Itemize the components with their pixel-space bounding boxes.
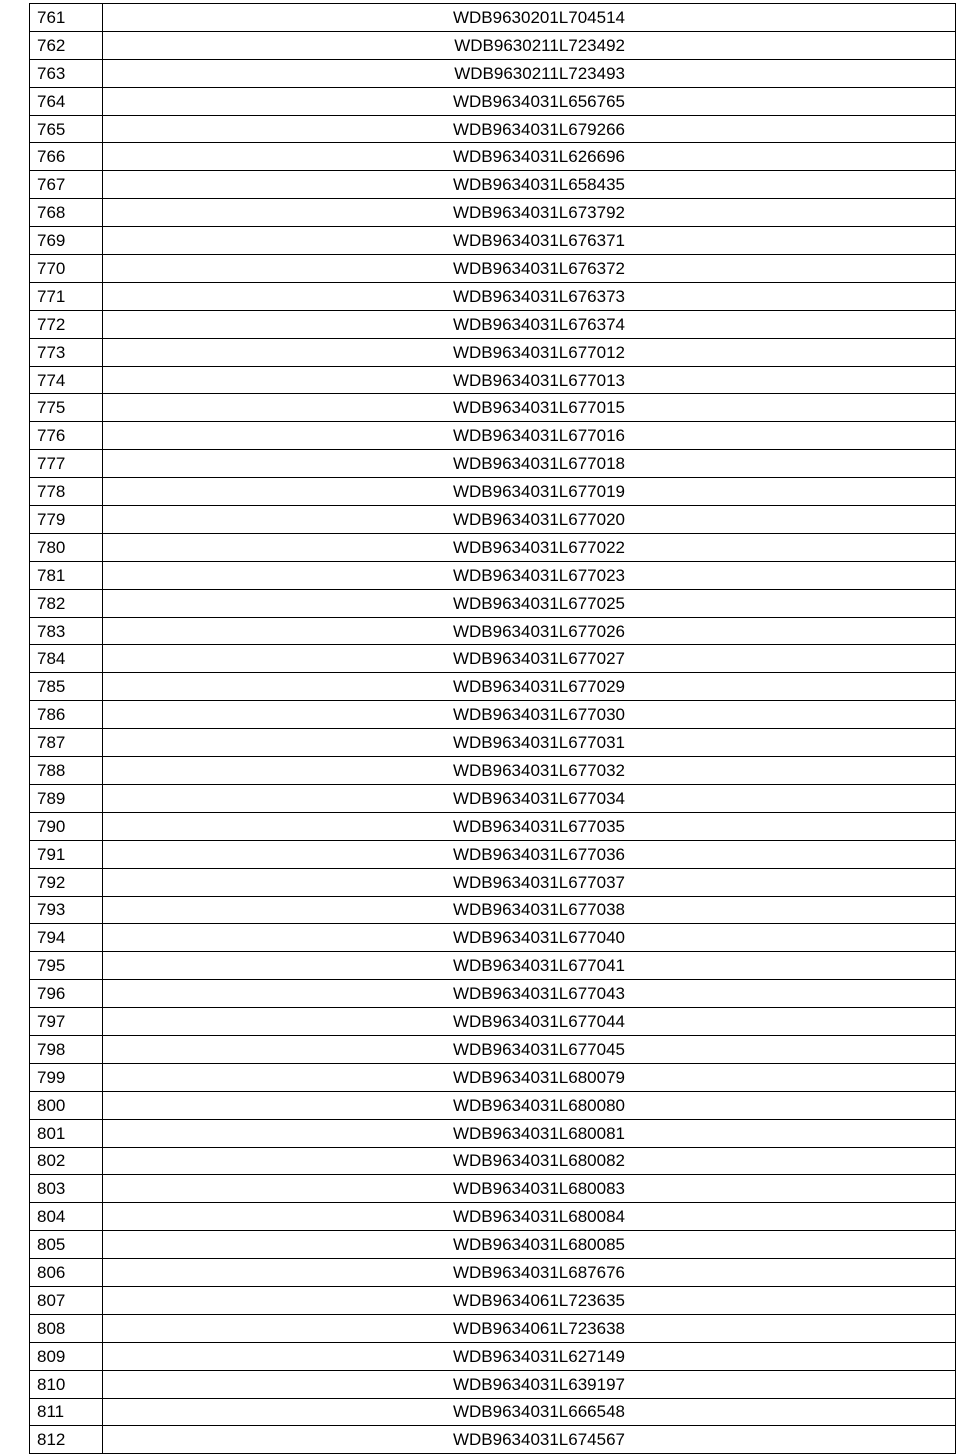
vin-code: WDB9634061L723638 [103,1314,956,1342]
vin-code: WDB9634031L677041 [103,952,956,980]
vin-code: WDB9634031L677018 [103,450,956,478]
vin-code: WDB9634031L677034 [103,784,956,812]
row-number: 800 [30,1091,103,1119]
table-row [30,812,956,840]
vin-code: WDB9634031L677029 [103,673,956,701]
row-number: 807 [30,1286,103,1314]
vin-code: WDB9634031L677013 [103,366,956,394]
table-row [30,533,956,561]
vin-code: WDB9634031L677035 [103,812,956,840]
row-number: 786 [30,701,103,729]
vin-code: WDB9634031L627149 [103,1342,956,1370]
table-row [30,868,956,896]
table-row [30,1231,956,1259]
row-number: 790 [30,812,103,840]
vin-code: WDB9634031L658435 [103,171,956,199]
vin-code: WDB9634031L677031 [103,729,956,757]
row-number: 794 [30,924,103,952]
vin-code: WDB9634031L677027 [103,645,956,673]
row-number: 778 [30,478,103,506]
table-row [30,506,956,534]
vin-code: WDB9634031L680084 [103,1203,956,1231]
table-row [30,1259,956,1287]
vin-code: WDB9634031L677022 [103,533,956,561]
row-number: 775 [30,394,103,422]
table-row [30,980,956,1008]
vin-code: WDB9634031L677020 [103,506,956,534]
row-number: 792 [30,868,103,896]
row-number: 785 [30,673,103,701]
table-row [30,1398,956,1426]
row-number: 789 [30,784,103,812]
table-row [30,1119,956,1147]
table-row [30,199,956,227]
table-row [30,4,956,32]
row-number: 795 [30,952,103,980]
row-number: 810 [30,1370,103,1398]
vin-code: WDB9634031L676373 [103,282,956,310]
vin-code: WDB9634031L680081 [103,1119,956,1147]
table-row [30,729,956,757]
row-number: 802 [30,1147,103,1175]
table-row [30,589,956,617]
row-number: 798 [30,1035,103,1063]
vin-code: WDB9634031L677032 [103,757,956,785]
vin-code: WDB9634031L677015 [103,394,956,422]
row-number: 793 [30,896,103,924]
row-number: 803 [30,1175,103,1203]
row-number: 797 [30,1008,103,1036]
row-number: 801 [30,1119,103,1147]
table-row [30,840,956,868]
table-row [30,617,956,645]
table-row [30,1063,956,1091]
vin-code: WDB9634031L677044 [103,1008,956,1036]
vin-code: WDB9634031L677036 [103,840,956,868]
row-number: 772 [30,310,103,338]
table-row [30,1091,956,1119]
vin-code: WDB9634031L677016 [103,422,956,450]
vin-code: WDB9634031L676371 [103,227,956,255]
row-number: 771 [30,282,103,310]
row-number: 777 [30,450,103,478]
row-number: 767 [30,171,103,199]
row-number: 812 [30,1426,103,1454]
row-number: 776 [30,422,103,450]
vin-code: WDB9634031L673792 [103,199,956,227]
row-number: 804 [30,1203,103,1231]
table-row [30,1008,956,1036]
row-number: 774 [30,366,103,394]
table-row [30,87,956,115]
table-row [30,338,956,366]
table-row [30,701,956,729]
row-number: 763 [30,59,103,87]
row-number: 764 [30,87,103,115]
vin-code: WDB9634031L656765 [103,87,956,115]
row-number: 783 [30,617,103,645]
row-number: 799 [30,1063,103,1091]
table-row [30,784,956,812]
vin-code: WDB9634031L680082 [103,1147,956,1175]
table-row [30,282,956,310]
vin-code: WDB9634031L687676 [103,1259,956,1287]
vin-code: WDB9634031L679266 [103,115,956,143]
table-row [30,645,956,673]
row-number: 761 [30,4,103,32]
row-number: 780 [30,533,103,561]
row-number: 811 [30,1398,103,1426]
table-row [30,952,956,980]
table-row [30,1342,956,1370]
table-row [30,673,956,701]
vin-code: WDB9634031L680083 [103,1175,956,1203]
vin-code: WDB9634031L680080 [103,1091,956,1119]
table-row [30,924,956,952]
row-number: 784 [30,645,103,673]
table-row [30,1147,956,1175]
table-row [30,478,956,506]
row-number: 782 [30,589,103,617]
vin-table [29,3,956,1454]
vin-code: WDB9630201L704514 [103,4,956,32]
table-row [30,255,956,283]
row-number: 773 [30,338,103,366]
row-number: 805 [30,1231,103,1259]
vin-code: WDB9634031L677025 [103,589,956,617]
table-row [30,143,956,171]
table-row [30,1314,956,1342]
vin-code: WDB9634031L680079 [103,1063,956,1091]
table-row [30,394,956,422]
table-row [30,1426,956,1454]
table-row [30,31,956,59]
vin-code: WDB9634031L677030 [103,701,956,729]
vin-code: WDB9634031L677038 [103,896,956,924]
vin-code: WDB9634031L626696 [103,143,956,171]
row-number: 769 [30,227,103,255]
vin-code: WDB9630211L723493 [103,59,956,87]
row-number: 779 [30,506,103,534]
row-number: 781 [30,561,103,589]
table-row [30,59,956,87]
table-row [30,896,956,924]
vin-code: WDB9634031L677043 [103,980,956,1008]
vin-code: WDB9634031L674567 [103,1426,956,1454]
table-row [30,171,956,199]
table-row [30,422,956,450]
vin-code: WDB9634031L677019 [103,478,956,506]
table-row [30,310,956,338]
table-row [30,561,956,589]
table-row [30,757,956,785]
table-row [30,227,956,255]
table-row [30,450,956,478]
vin-code: WDB9634031L677023 [103,561,956,589]
row-number: 808 [30,1314,103,1342]
vin-code: WDB9634031L676372 [103,255,956,283]
vin-code: WDB9634031L639197 [103,1370,956,1398]
row-number: 787 [30,729,103,757]
row-number: 770 [30,255,103,283]
row-number: 791 [30,840,103,868]
row-number: 768 [30,199,103,227]
row-number: 809 [30,1342,103,1370]
table-row [30,1035,956,1063]
row-number: 806 [30,1259,103,1287]
vin-code: WDB9634031L677040 [103,924,956,952]
row-number: 762 [30,31,103,59]
table-row [30,1203,956,1231]
table-row [30,1370,956,1398]
table-row [30,1286,956,1314]
table-row [30,366,956,394]
vin-code: WDB9634031L677037 [103,868,956,896]
vin-code: WDB9634031L677012 [103,338,956,366]
row-number: 796 [30,980,103,1008]
vin-code: WDB9634031L680085 [103,1231,956,1259]
row-number: 766 [30,143,103,171]
vin-code: WDB9634061L723635 [103,1286,956,1314]
vin-code: WDB9630211L723492 [103,31,956,59]
vin-code: WDB9634031L676374 [103,310,956,338]
row-number: 765 [30,115,103,143]
vin-code: WDB9634031L677026 [103,617,956,645]
table-row [30,115,956,143]
vin-code: WDB9634031L677045 [103,1035,956,1063]
table-row [30,1175,956,1203]
row-number: 788 [30,757,103,785]
vin-code: WDB9634031L666548 [103,1398,956,1426]
vin-table-body [30,4,956,1454]
